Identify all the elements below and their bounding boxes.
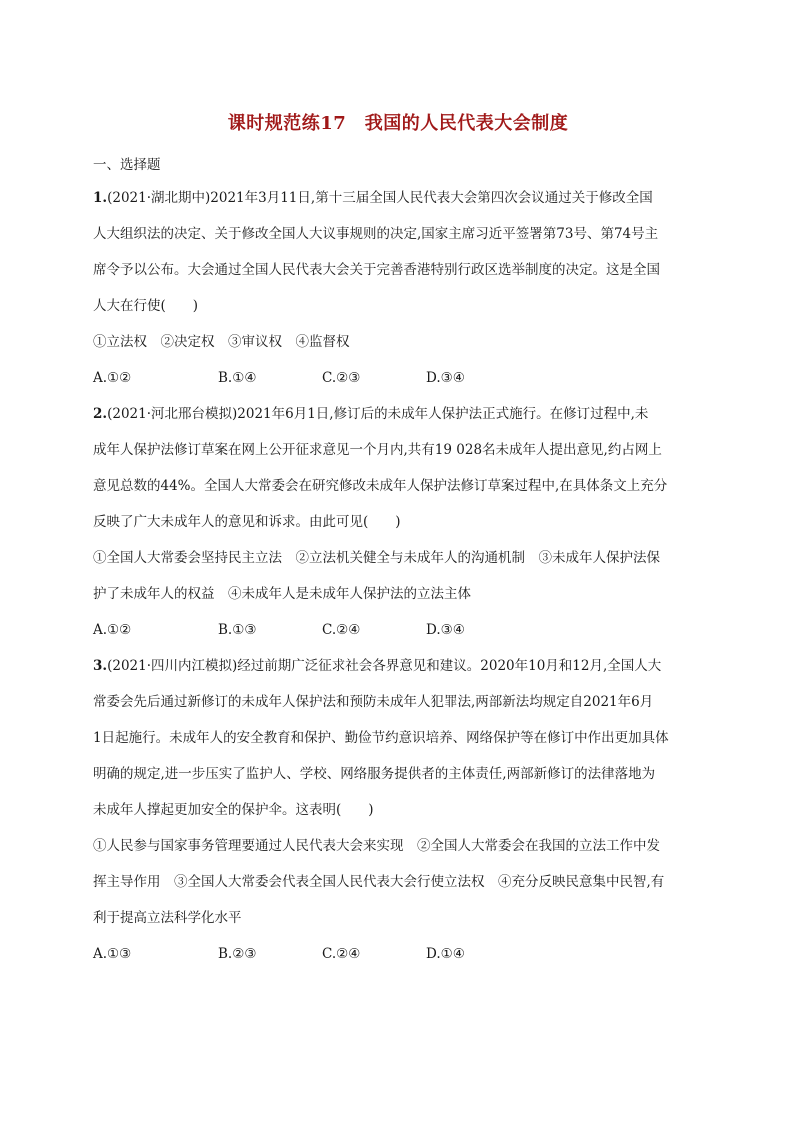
- question-1: [93, 180, 693, 396]
- statement-list: 护了未成年人的权益 ④未成年人是未成年人保护法的立法主体: [93, 586, 471, 602]
- document-page: [93, 0, 703, 1123]
- page-title: 课时规范练17 我国的人民代表大会制度: [227, 113, 569, 134]
- statement-list: ①立法权 ②决定权 ③审议权 ④监督权: [93, 334, 350, 350]
- option-c: C.②④: [322, 946, 361, 962]
- question-line: 1日起施行。未成年人的安全教育和保护、勤俭节约意识培养、网络保护等在修订中作出更加具体: [93, 730, 669, 746]
- question-text: (2021·河北邢台模拟)2021年6月1日,修订后的未成年人保护法正式施行。在修订过程中,未: [107, 406, 649, 422]
- question-number: 2.: [93, 406, 108, 422]
- question-text: (2021·四川内江模拟)经过前期广泛征求社会各界意见和建议。2020年10月和12月,全国人大: [107, 658, 662, 674]
- question-number: 3.: [93, 658, 108, 674]
- question-line: 反映了广大未成年人的意见和诉求。由此可见( ): [93, 514, 401, 530]
- question-line: 成年人保护法修订草案在网上公开征求意见一个月内,共有19 028名未成年人提出意见,约占网上: [93, 442, 662, 458]
- question-line: 明确的规定,进一步压实了监护人、学校、网络服务提供者的主体责任,两部新修订的法律落地为: [93, 766, 656, 782]
- answer-options: [93, 360, 693, 396]
- statement-list: ①全国人大常委会坚持民主立法 ②立法机关健全与未成年人的沟通机制 ③未成年人保护法保: [93, 550, 660, 566]
- question-line: 人大组织法的决定、关于修改全国人大议事规则的决定,国家主席习近平签署第73号、第74号主: [93, 226, 659, 242]
- question-line: [93, 180, 693, 216]
- question-line: 意见总数的44%。全国人大常委会在研究修改未成年人保护法修订草案过程中,在具体条文上充分: [93, 478, 668, 494]
- question-line: [93, 648, 693, 684]
- option-c: C.②④: [322, 622, 361, 638]
- option-b: B.①④: [218, 370, 257, 386]
- statement-list: 利于提高立法科学化水平: [93, 910, 242, 926]
- option-a: A.①③: [93, 946, 132, 962]
- question-line: 常委会先后通过新修订的未成年人保护法和预防未成年人犯罪法,两部新法均规定自2021年6月: [93, 694, 654, 710]
- option-a: A.①②: [93, 370, 132, 386]
- statement-list: ①人民参与国家事务管理要通过人民代表大会来实现 ②全国人大常委会在我国的立法工作中发: [93, 838, 660, 854]
- option-b: B.①③: [218, 622, 257, 638]
- question-2: [93, 396, 693, 648]
- section-header: 一、选择题: [93, 157, 161, 173]
- question-number: 1.: [93, 190, 108, 206]
- question-line: 席令予以公布。大会通过全国人民代表大会关于完善香港特别行政区选举制度的决定。这是全国: [93, 262, 660, 278]
- option-d: D.③④: [426, 370, 465, 386]
- question-line: 人大在行使( ): [93, 298, 199, 314]
- question-text: (2021·湖北期中)2021年3月11日,第十三届全国人民代表大会第四次会议通过关于修改全国: [107, 190, 653, 206]
- option-d: D.③④: [426, 622, 465, 638]
- question-line: [93, 396, 693, 432]
- question-3: [93, 648, 693, 972]
- answer-options: [93, 936, 693, 972]
- answer-options: [93, 612, 693, 648]
- option-c: C.②③: [322, 370, 361, 386]
- option-b: B.②③: [218, 946, 257, 962]
- option-d: D.①④: [426, 946, 465, 962]
- statement-list: 挥主导作用 ③全国人大常委会代表全国人民代表大会行使立法权 ④充分反映民意集中民智,有: [93, 874, 665, 890]
- question-line: 未成年人撑起更加安全的保护伞。这表明( ): [93, 802, 374, 818]
- option-a: A.①②: [93, 622, 132, 638]
